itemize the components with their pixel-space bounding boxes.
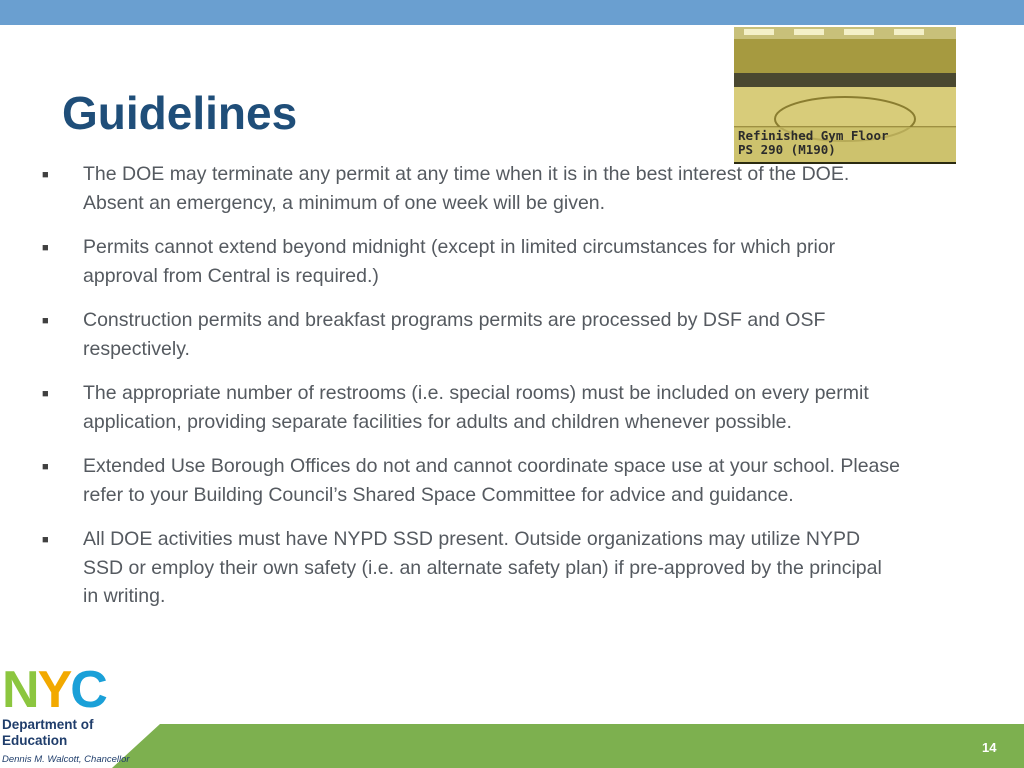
department-line-2: Education xyxy=(2,733,68,748)
guideline-list xyxy=(42,160,902,627)
caption-line-1: Refinished Gym Floor xyxy=(738,128,889,143)
square-bullet-icon: ■ xyxy=(42,388,49,400)
square-bullet-icon: ■ xyxy=(42,315,49,327)
top-accent-bar xyxy=(0,0,1024,25)
list-item xyxy=(42,452,902,509)
list-item xyxy=(42,233,902,290)
nyc-logo: NYC xyxy=(2,661,106,719)
photo-caption xyxy=(738,129,889,157)
list-item xyxy=(42,306,902,363)
department-line-1: Department of xyxy=(2,717,94,732)
square-bullet-icon: ■ xyxy=(42,534,49,546)
square-bullet-icon: ■ xyxy=(42,169,49,181)
list-item-text: The DOE may terminate any permit at any time when it is in the best interest of the DOE. Absent an emergency, a minimum of one week will be given. xyxy=(83,163,850,214)
slide-title: Guidelines xyxy=(62,87,298,139)
gym-floor-photo xyxy=(734,27,956,164)
list-item xyxy=(42,525,902,611)
department-name xyxy=(2,717,94,749)
list-item-text: Construction permits and breakfast programs permits are processed by DSF and OSF respectively. xyxy=(83,309,826,360)
square-bullet-icon: ■ xyxy=(42,242,49,254)
list-item xyxy=(42,160,902,217)
list-item-text: All DOE activities must have NYPD SSD present. Outside organizations may utilize NYPD SSD or employ their own safety (i.e. an alternate safety plan) if pre-approved by the principal in writing. xyxy=(83,528,882,607)
list-item-text: Extended Use Borough Offices do not and cannot coordinate space use at your school. Please refer to your Building Council’s Shared Space Committee for advice and guidance. xyxy=(83,455,901,506)
list-item-text: The appropriate number of restrooms (i.e. special rooms) must be included on every permit application, providing separate facilities for adults and children whenever possible. xyxy=(83,382,869,433)
page-number: 14 xyxy=(982,740,997,755)
caption-line-2: PS 290 (M190) xyxy=(738,142,836,157)
list-item-text: Permits cannot extend beyond midnight (except in limited circumstances for which prior approval from Central is required.) xyxy=(83,236,836,287)
chancellor-name: Dennis M. Walcott, Chancellor xyxy=(2,754,130,765)
square-bullet-icon: ■ xyxy=(42,461,49,473)
list-item xyxy=(42,379,902,436)
